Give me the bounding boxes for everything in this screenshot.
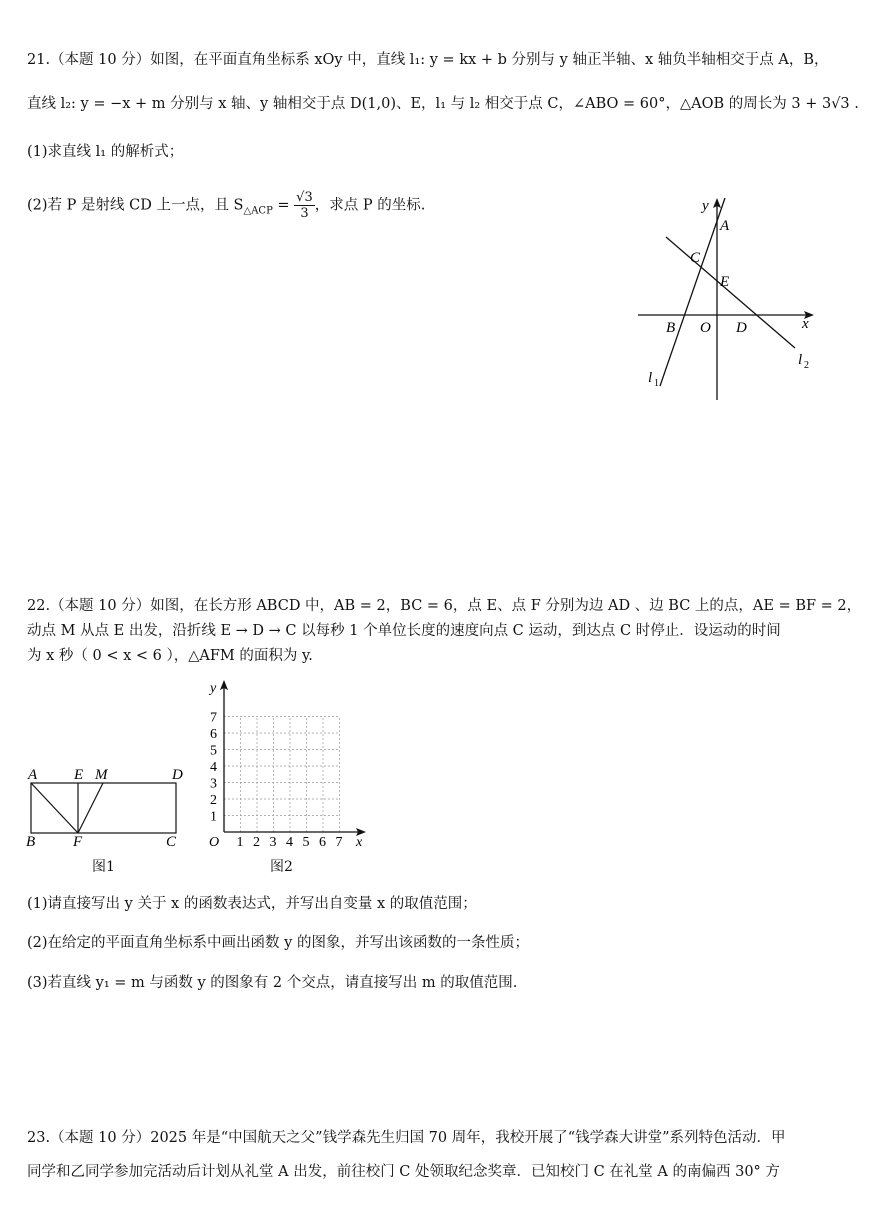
q21-stem-line2: 直线 l₂: y = −x + m 分别与 x 轴、y 轴相交于点 D(1,0)、E，l₁ 与 l₂ 相交于点 C，∠ABO = 60°，△AOB 的周长为 3 + 3√3 . [27,96,859,112]
q21-part1: (1)求直线 l₁ 的解析式； [27,144,184,160]
fig1-label-c: C [166,834,177,850]
fig21-label-l2: l [798,352,803,368]
q22-part2: (2)在给定的平面直角坐标系中画出函数 y 的图象，并写出该函数的一条性质； [27,935,529,951]
q23-stem-line2: 同学和乙同学参加完活动后计划从礼堂 A 出发，前往校门 C 处领取纪念奖章．已知校门 C 在礼堂 A 的南偏西 30° 方 [27,1164,780,1180]
segment-af [31,783,78,833]
q21-part2-text-b: ，求点 P 的坐标. [314,197,426,214]
fig2-label-x: x [356,835,363,850]
q21-part2-text-a: (2)若 P 是射线 CD 上一点，且 S [27,197,244,214]
fig1-label-f: F [73,834,83,850]
fig21-label-b: B [666,320,676,336]
fig21-label-a: A [720,218,730,234]
q22-stem-line1: 22.（本题 10 分）如图，在长方形 ABCD 中，AB = 2，BC = 6，点 E、点 F 分别为边 AD 、边 BC 上的点，AE = BF = 2， [27,598,862,614]
y-tick-label: 3 [210,776,217,792]
q21-fraction-denominator: 3 [300,206,309,221]
fig1-label-b: B [26,834,36,850]
fig2-label-y: y [210,681,217,696]
y-tick-labels [210,711,217,825]
q21-part2-equals: = [272,197,295,214]
figure2-caption: 图2 [270,859,293,875]
x-tick-label: 7 [335,835,343,850]
q21-part2-subscript: △ACP [243,205,273,217]
fig21-label-l1-sub: 1 [654,378,659,389]
line-l2 [666,237,795,348]
figure1-caption: 图1 [92,859,115,875]
q22-figure1 [20,760,200,850]
fig21-label-y: y [702,198,709,214]
x-tick-label: 5 [302,835,310,850]
fig21-label-c: C [690,250,701,266]
line-l1 [660,198,725,386]
fig21-label-d: D [736,320,747,336]
fig1-label-a: A [28,767,38,783]
q22-stem-line3: 为 x 秒（ 0 < x < 6 ），△AFM 的面积为 y. [27,648,313,664]
fig2-label-o: O [209,835,220,850]
y-tick-label: 2 [210,793,217,808]
q22-part3: (3)若直线 y₁ = m 与函数 y 的图象有 2 个交点，请直接写出 m 的取值范围. [27,975,518,991]
q21-stem-line1: 21.（本题 10 分）如图，在平面直角坐标系 xOy 中，直线 l₁: y = kx + b 分别与 y 轴正半轴、x 轴负半轴相交于点 A，B， [27,52,829,68]
fig21-label-l1: l [648,370,653,386]
rectangle-abcd [31,783,176,833]
x-tick-label: 6 [319,835,326,850]
q22-stem-line2: 动点 M 从点 E 出发，沿折线 E → D → C 以每秒 1 个单位长度的速度向点 C 运动，到达点 C 时停止．设运动的时间 [27,623,781,639]
q23-stem-line1: 23.（本题 10 分）2025 年是“中国航天之父”钱学森先生归国 70 周年，我校开展了“钱学森大讲堂”系列特色活动．甲 [27,1130,786,1146]
fig21-label-o: O [700,320,711,336]
y-tick-label: 5 [210,743,217,759]
q21-fraction [294,190,315,221]
y-tick-label: 4 [210,760,217,775]
fig21-label-x: x [802,316,809,332]
grid-lines [224,717,340,833]
segment-fm [78,783,103,833]
fig21-label-e: E [720,274,730,290]
y-tick-label: 7 [210,710,217,726]
q22-figure2-grid [200,674,380,854]
y-tick-label: 6 [210,727,217,742]
fig1-label-m: M [95,767,108,783]
fig1-label-e: E [74,767,84,783]
x-tick-label: 2 [253,835,260,850]
q21-figure [630,190,830,405]
fig1-label-d: D [172,767,183,783]
x-tick-labels [237,835,343,850]
y-tick-label: 1 [210,809,217,825]
fig21-label-l2-sub: 2 [804,360,809,371]
q22-part1: (1)请直接写出 y 关于 x 的函数表达式，并写出自变量 x 的取值范围； [27,896,477,912]
x-tick-label: 4 [286,835,293,850]
x-tick-label: 3 [269,835,277,850]
q21-fraction-numerator: √3 [296,190,313,205]
x-tick-label: 1 [236,835,244,850]
q21-part2 [27,190,425,224]
